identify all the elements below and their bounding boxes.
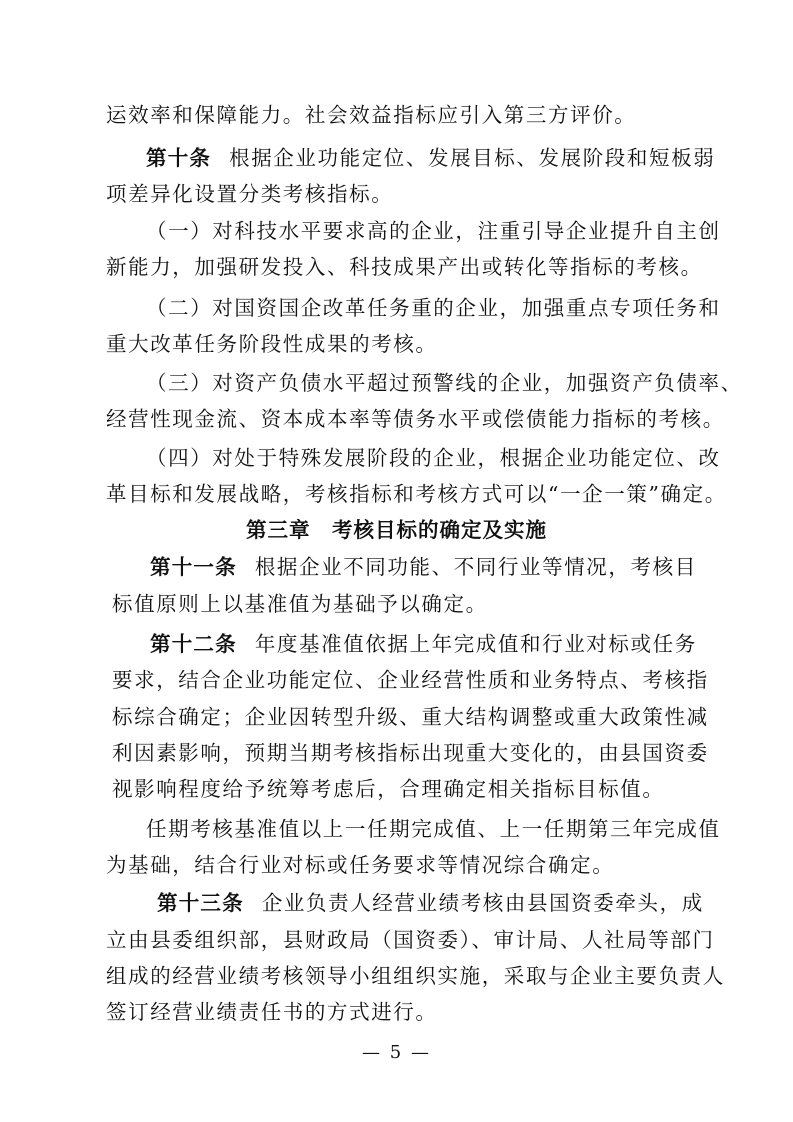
article-13-text: 企业负责人经营业绩考核由县国资委牵头，成 (261, 891, 704, 915)
article-10-text: 根据企业功能定位、发展目标、发展阶段和短板弱 (229, 146, 716, 170)
text-line: 标值原则上以基准值为基础予以确定。 (112, 592, 488, 616)
article-11-paragraph (150, 552, 710, 582)
text-line: 视影响程度给予统筹考虑后，合理确定相关指标目标值。 (112, 777, 665, 801)
text-line: 经营性现金流、资本成本率等债务水平或偿债能力指标的考核。 (106, 407, 725, 431)
text-line: 立由县委组织部，县财政局（国资委）、审计局、人社局等部门 (106, 928, 715, 952)
text-line: （四）对处于特殊发展阶段的企业，根据企业功能定位、改 (146, 446, 721, 470)
text-line: 项差异化设置分类考核指标。 (106, 182, 394, 206)
page-number: — 5 — (362, 1042, 431, 1063)
text-line: 签订经营业绩责任书的方式进行。 (106, 1000, 438, 1024)
text-line: 为基础，结合行业对标或任务要求等情况综合确定。 (106, 853, 615, 877)
article-10-paragraph (146, 143, 716, 173)
article-11-text: 根据企业不同功能、不同行业等情况，考核目 (254, 555, 697, 579)
text-line: （一）对科技水平要求高的企业，注重引导企业提升自主创 (146, 219, 721, 243)
text-line: 重大改革任务阶段性成果的考核。 (106, 332, 438, 356)
text-line: 要求，结合企业功能定位、企业经营性质和业务特点、考核指 (112, 668, 709, 692)
text-line: 组成的经营业绩考核领导小组组织实施，采取与企业主要负责人 (106, 964, 725, 988)
text-line: 革目标和发展战略，考核指标和考核方式可以“一企一策”确定。 (106, 482, 727, 506)
article-12-paragraph (150, 629, 710, 659)
text-line: （二）对国资国企改革任务重的企业，加强重点专项任务和 (146, 296, 721, 320)
text-line: 标综合确定；企业因转型升级、重大结构调整或重大政策性减 (112, 705, 709, 729)
article-10-label: 第十条 (146, 146, 212, 170)
text-line: （三）对资产负债水平超过预警线的企业，加强资产负债率、 (146, 371, 743, 395)
article-12-text: 年度基准值依据上年完成值和行业对标或任务 (254, 632, 697, 656)
article-13-paragraph (157, 888, 717, 918)
article-12-label: 第十二条 (150, 632, 237, 656)
chapter-heading: 第三章 考核目标的确定及实施 (246, 518, 547, 542)
text-line: 利因素影响，预期当期考核指标出现重大变化的，由县国资委 (112, 741, 709, 765)
article-13-label: 第十三条 (157, 891, 244, 915)
text-line: 运效率和保障能力。社会效益指标应引入第三方评价。 (106, 103, 637, 127)
article-11-label: 第十一条 (150, 555, 237, 579)
text-line: 任期考核基准值以上一任期完成值、上一任期第三年完成值 (146, 817, 721, 841)
text-line: 新能力，加强研发投入、科技成果产出或转化等指标的考核。 (106, 255, 703, 279)
